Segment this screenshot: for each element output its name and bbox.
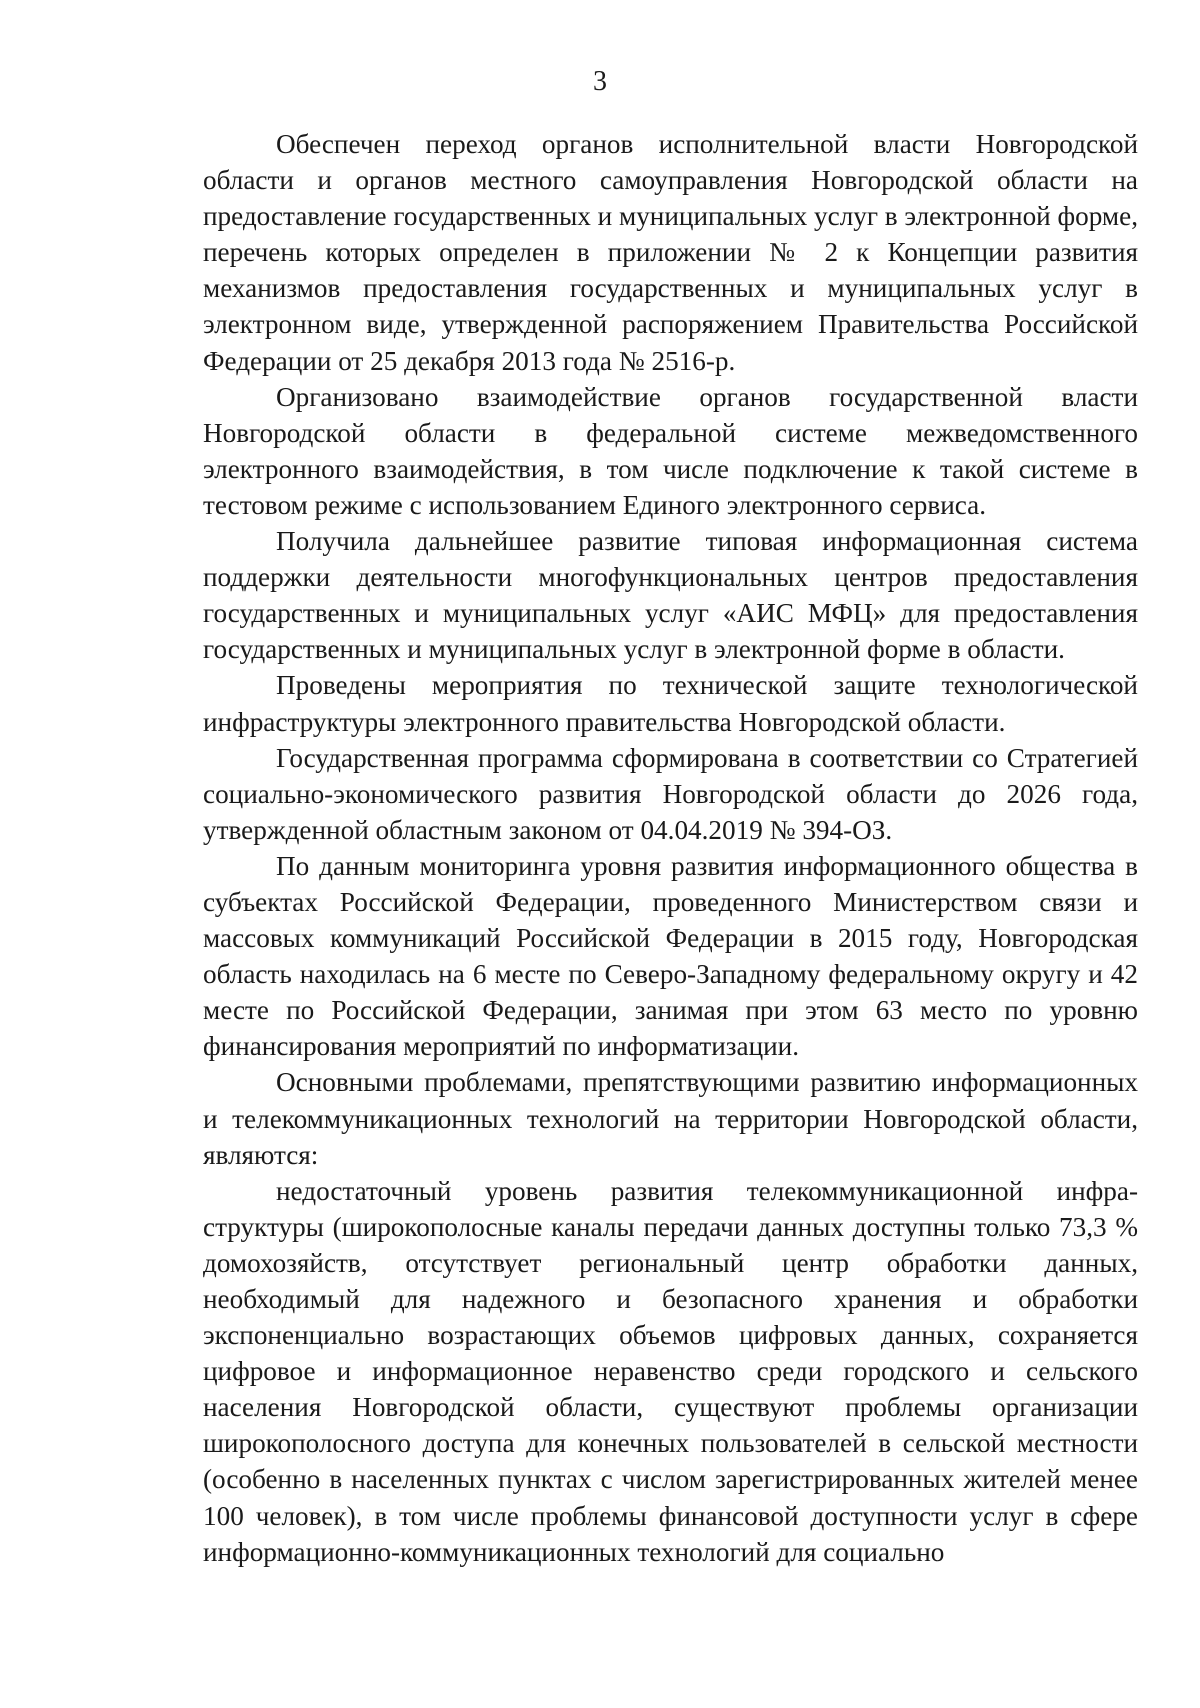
document-body	[203, 126, 1138, 1570]
page-number: 3	[593, 66, 607, 97]
paragraph-interagency-interaction: Организовано взаимодействие органов государственной власти Новгородской области в федеральной системе межведомственного электронного взаимодействия, в том числе подключение к такой системе в тестовом режиме с использованием Единого электронного сервиса.	[203, 381, 1138, 520]
paragraph-main-problems: Основными проблемами, препятствующими развитию информационных и телекоммуникационных технологий на территории Новгородской области, являются:	[203, 1067, 1138, 1170]
paragraph-state-program-strategy: Государственная программа сформирована в соответствии со Стратегией социально-экономического развития Новгородской области до 2026 года, утвержденной областным законом от 04.04.2019 № 394-ОЗ.	[203, 742, 1138, 845]
paragraph-infrastructure-problem: недостаточный уровень развития телекоммуникационной инфраструктуры (широкополосные каналы передачи данных доступны только 73,3 % домохозяйств, отсутствует региональный центр обработки данных, необходимый для надежного и безопасного хранения и обработки экспоненциально возрастающих объемов цифровых данных, сохраняется цифровое и информационное неравенство среди городского и сельского населения Новгородской области, существуют проблемы организации широкополосного доступа для конечных пользователей в сельской местности (особенно в населенных пунктах с числом зарегистрированных жителей менее 100 человек), в том числе проблемы финансовой доступности услуг в сфере информационно-коммуникационных технологий для социально	[203, 1175, 1138, 1567]
paragraph-ais-mfc: Получила дальнейшее развитие типовая информационная система поддержки деятельности многофункциональных центров предоставления государственных и муниципальных услуг «АИС МФЦ» для предоставления государственных и муниципальных услуг в электронной форме в области.	[203, 526, 1138, 665]
paragraph-monitoring-results: По данным мониторинга уровня развития информационного общества в субъектах Российской Федерации, проведенного Министерством связи и массовых коммуникаций Российской Федерации в 2015 году, Новгородская область находилась на 6 месте по Северо-Западному федеральному округу и 42 месте по Российской Федерации, занимая при этом 63 место по уровню финансирования мероприятий по информатизации.	[203, 850, 1138, 1062]
paragraph-electronic-services: Обеспечен переход органов исполнительной власти Новгородской области и органов местного самоуправления Новгородской области на предоставление государственных и муниципальных услуг в электронной форме, перечень которых определен в приложении № 2 к Концепции развития механизмов предоставления государственных и муниципальных услуг в электронном виде, утвержденной распоряжением Правительства Российской Федерации от 25 декабря 2013 года № 2516-р.	[203, 129, 1138, 376]
paragraph-technical-protection: Проведены мероприятия по технической защите технологической инфраструктуры электронного правительства Новгородской области.	[203, 670, 1138, 737]
